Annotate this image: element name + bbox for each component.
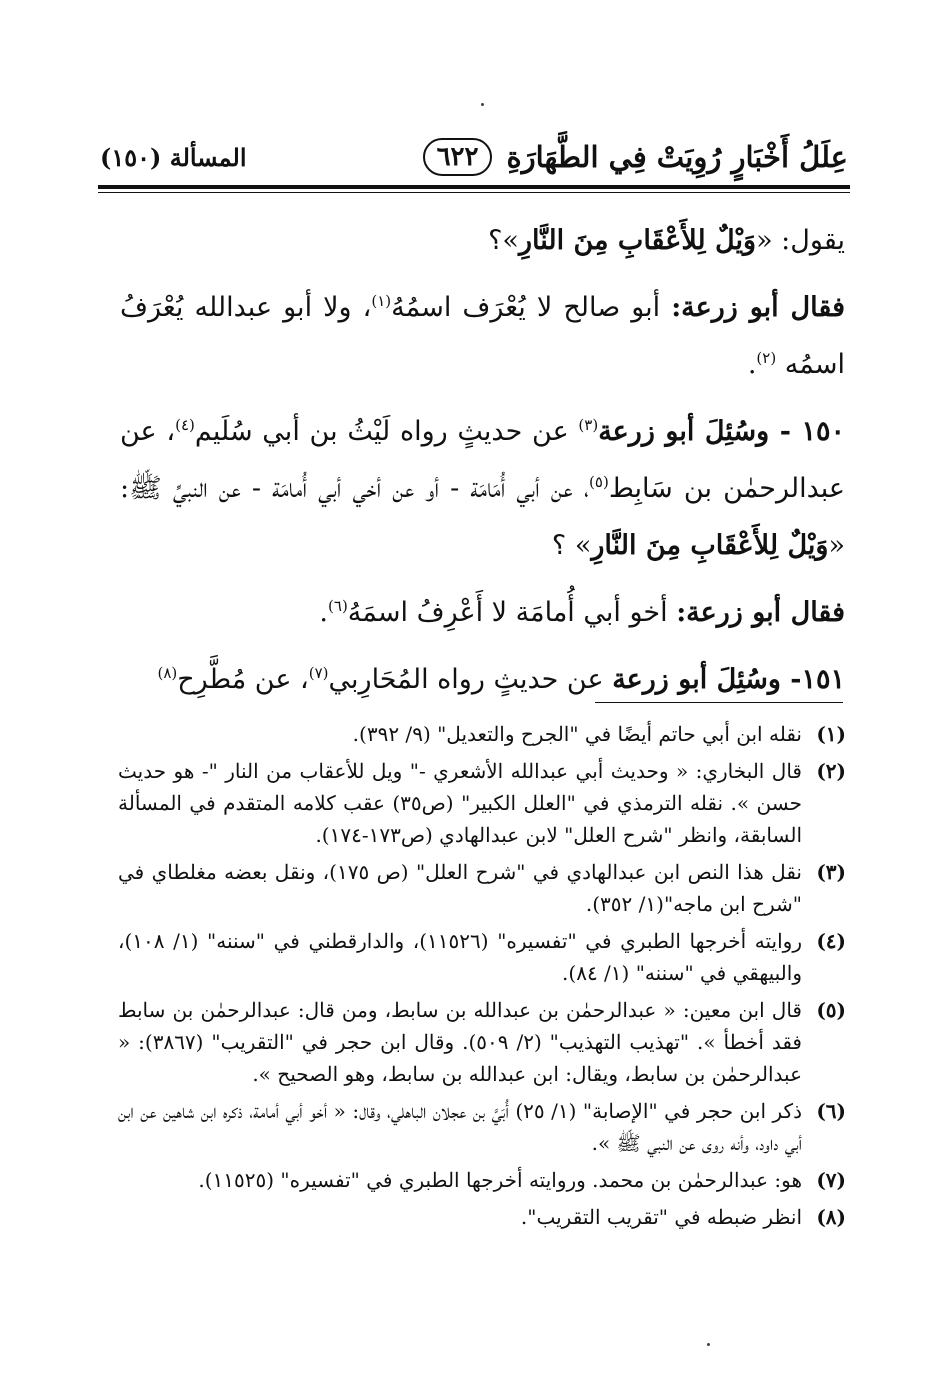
footnote-text: قال ابن معين: « عبدالرحمٰن بن عبدالله بن سابط، ومن قال: عبدالرحمٰن بن سابط فقد أخطأ ». "تهذيب التهذيب" (٢/ ٥٠٩). وقال ابن حجر في "التقريب" (٣٨٦٧): « عبدالرحمٰن بن سابط، ويقال: ابن عبدالله بن سابط، وهو الصحيح ». [118, 998, 802, 1086]
paragraph-issue-151 [120, 651, 845, 708]
text-run: ، عن أبي أُمَامَة - أو عن أخي أبي أُمامَة - عن النبيِّ ﷺ: « [120, 473, 845, 561]
text-run: أبو صالح لا يُعْرَف اسمُهُ [391, 292, 672, 323]
scan-speck [707, 1343, 710, 1346]
footnote-ref: (٧) [308, 664, 329, 682]
header-rule-thin [98, 192, 850, 193]
paragraph-answer-1 [120, 279, 845, 393]
footnote-ref: (٤) [175, 416, 195, 434]
text-run: »؟ [488, 225, 519, 256]
page-number: ٦٢٢ [423, 138, 493, 176]
paragraph-question-end [120, 212, 845, 269]
main-text [120, 212, 845, 708]
issue-heading: ١٥٠ - وسُئِلَ أبو زرعة [598, 416, 845, 447]
footnote-text: روايته أخرجها الطبري في "تفسيره" (١١٥٢٦)، والدارقطني في "سننه" (١/ ١٠٨)، والبيهقي في "سننه" (١/ ٨٤). [118, 929, 802, 985]
text-run: ، عن مُطَّرِح [177, 664, 309, 695]
hadith-quote: وَيْلٌ لِلأَعْقَابِ مِنَ النَّارِ [591, 530, 829, 561]
footnote-number: (٦) [816, 1099, 846, 1123]
footnote-item [118, 1095, 846, 1159]
hadith-quote: وَيْلٌ لِلأَعْقَابِ مِنَ النَّارِ [518, 225, 757, 256]
footnote-text: ذكر ابن حجر في "الإصابة" (١/ ٢٥) أُبَيَّ بن عجلان الباهلي، وقال: « أخو أبي أمامة، ذكره ابن شاهين عن ابن أبي داود، وأنه روى عن النبي ﷺ ». [118, 1099, 802, 1155]
footnote-item [118, 755, 846, 851]
text-run: عن حديثٍ رواه المُحَارِبي [328, 664, 613, 695]
footnote-item [118, 1164, 846, 1196]
footnote-number: (١) [816, 722, 846, 746]
text-run: أخو أبي أُمامَة لا أَعْرِفُ اسمَهُ [347, 597, 677, 628]
speaker-label: فقال أبو زرعة: [676, 597, 845, 628]
footnote-text: هو: عبدالرحمٰن بن محمد. وروايته أخرجها الطبري في "تفسيره" (١١٥٢٥). [198, 1168, 802, 1192]
footnote-number: (٢) [816, 759, 846, 783]
footnote-item [118, 994, 846, 1090]
text-run: ، عن عبدالرحمٰن بن سَابِط [120, 416, 846, 504]
scan-speck [481, 103, 484, 106]
text-run: » ؟ [551, 530, 592, 561]
footnote-text: نقل هذا النص ابن عبدالهادي في "شرح العلل" (ص ١٧٥)، ونقل بعضه مغلطاي في "شرح ابن ماجه"(١/ ٣٥٢). [118, 860, 803, 916]
footnote-number: (٤) [816, 929, 846, 953]
footnote-number: (٥) [816, 998, 846, 1022]
paragraph-issue-150 [120, 403, 845, 574]
book-title: عِلَلُ أَخْبَارٍ رُوِيَتْ فِي الطَّهَارَةِ [506, 140, 848, 174]
footnote-item [118, 925, 846, 989]
footnote-ref: (٨) [157, 664, 178, 682]
footnote-number: (٣) [816, 860, 846, 884]
footnote-text: انظر ضبطه في "تقريب التقريب". [520, 1205, 802, 1229]
text-run: عن حديثٍ رواه لَيْثُ بن أبي سُلَيم [194, 416, 579, 447]
speaker-label: فقال أبو زرعة: [671, 292, 845, 323]
footnotes [118, 718, 846, 1238]
issue-label: المسألة (١٥٠) [100, 142, 247, 172]
paragraph-answer-2 [120, 584, 845, 641]
footnote-text: نقله ابن أبي حاتم أيضًا في "الجرح والتعديل" (٩/ ٣٩٢). [352, 722, 802, 746]
header-right-group [423, 138, 848, 176]
text-run: . [319, 597, 329, 628]
footnote-separator [595, 702, 843, 703]
footnote-ref: (١) [371, 292, 392, 310]
footnote-item [118, 718, 846, 750]
footnote-text: قال البخاري: « وحديث أبي عبدالله الأشعري -" ويل للأعقاب من النار "- هو حديث حسن ». نقله الترمذي في "العلل الكبير" (ص٣٥) عقب كلامه المتقدم في المسألة السابقة، وانظر "شرح العلل" لابن عبدالهادي (ص١٧٣-١٧٤). [118, 759, 802, 847]
issue-heading: ١٥١- وسُئِلَ أبو زرعة [612, 664, 845, 695]
text-run: . [747, 349, 757, 380]
text-run: ، ولا أبو عبدالله يُعْرَفُ اسمُه [120, 292, 845, 380]
header-rule-thick [98, 185, 850, 189]
footnote-item [118, 856, 846, 920]
footnote-number: (٧) [816, 1168, 846, 1192]
footnote-ref: (٢) [756, 349, 777, 367]
footnote-ref: (٥) [589, 473, 609, 491]
footnote-number: (٨) [816, 1205, 846, 1229]
footnote-ref: (٦) [328, 597, 348, 615]
text-run: يقول: « [756, 225, 845, 256]
footnote-item [118, 1201, 846, 1233]
running-header [100, 136, 848, 178]
footnote-ref: (٣) [578, 416, 599, 434]
